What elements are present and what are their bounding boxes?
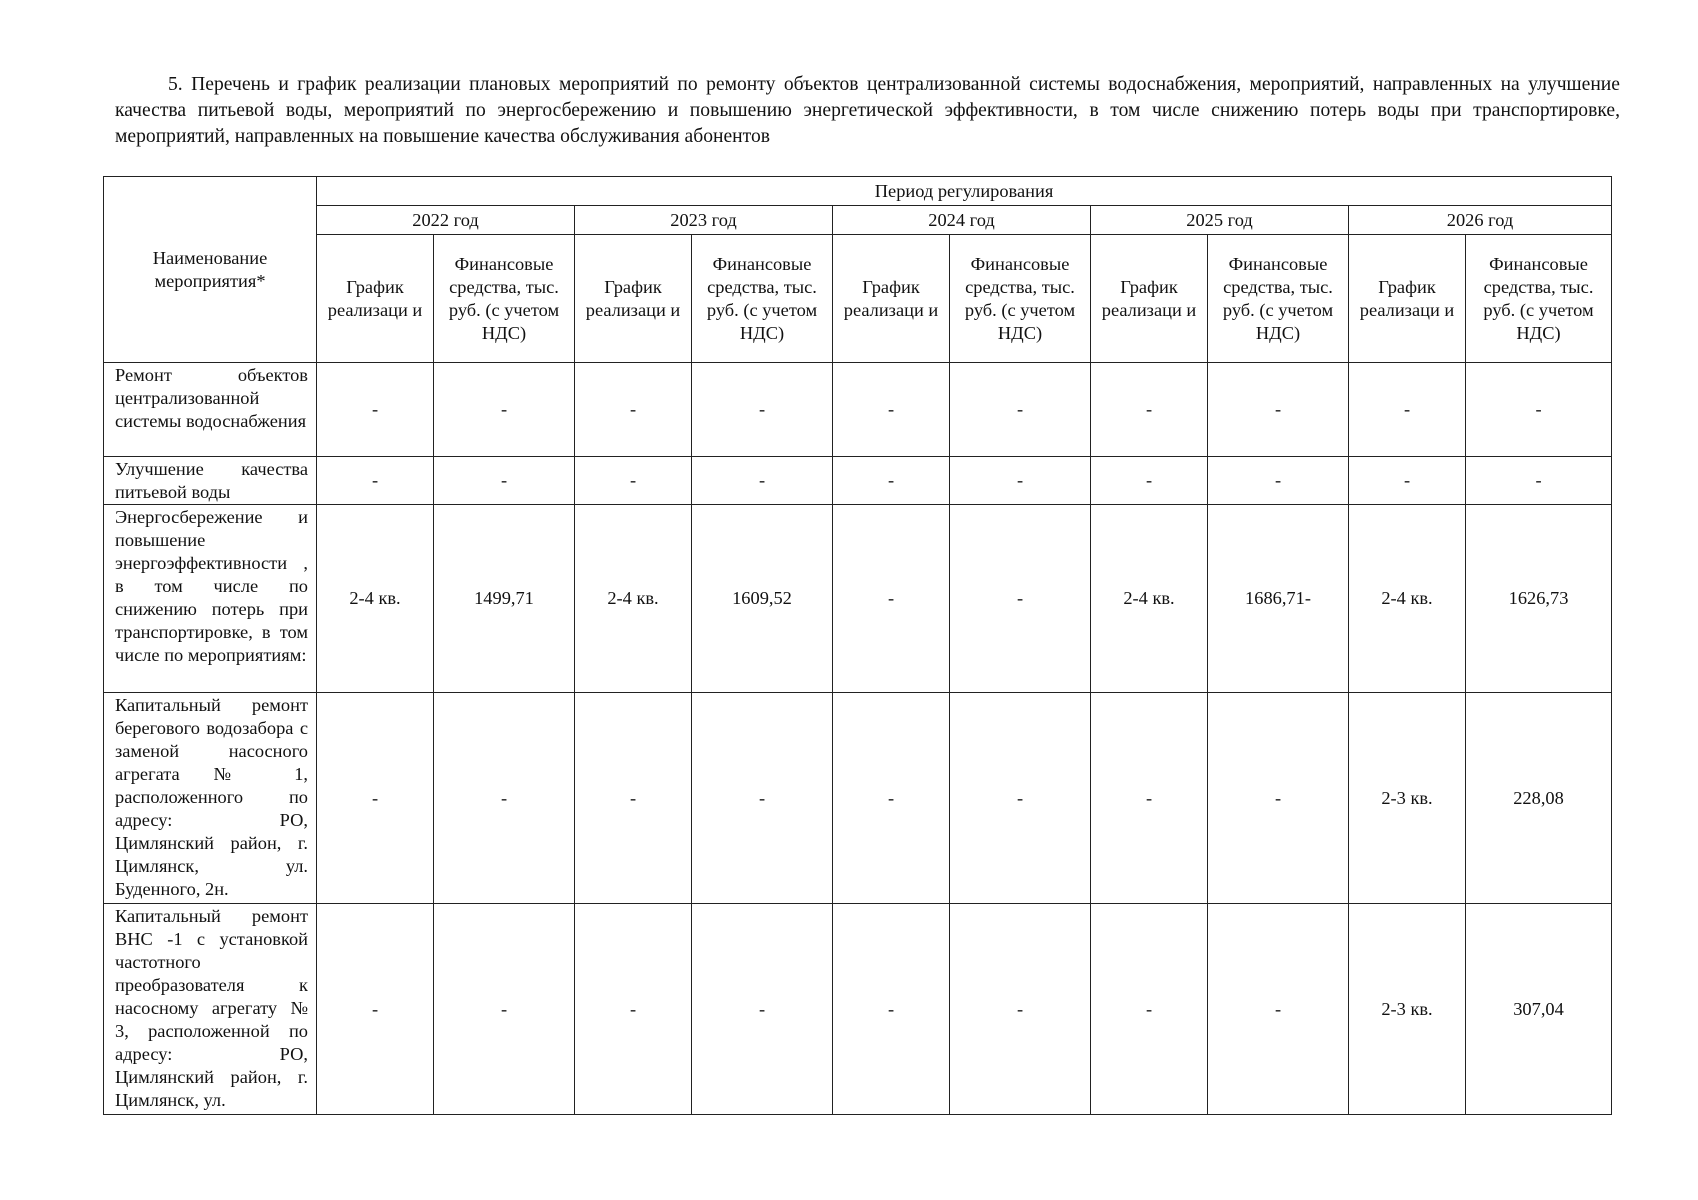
table-cell: - — [317, 457, 434, 505]
table-cell: 2-4 кв. — [317, 505, 434, 693]
activity-name: Капитальный ремонт берегового водозабора с заменой насосного агрегата № 1, расположенного по адресу: РО, Цимлянский район, г. Цимлянск, ул. Буденного, 2н. — [104, 693, 317, 904]
name-column-header: Наименование мероприятия* — [104, 177, 317, 363]
activity-name: Улучшение качества питьевой воды — [104, 457, 317, 505]
table-cell: - — [317, 904, 434, 1115]
table-cell: - — [317, 693, 434, 904]
year-header: 2024 год — [833, 206, 1091, 235]
activity-name: Капитальный ремонт ВНС -1 с установкой частотного преобразователя к насосному агрегату № 3, расположенной по адресу: РО, Цимлянский район, г. Цимлянск, ул. — [104, 904, 317, 1115]
year-header: 2023 год — [575, 206, 833, 235]
table-cell: - — [692, 457, 833, 505]
header-row-years — [104, 206, 1612, 235]
table-cell: - — [692, 363, 833, 457]
table-row — [104, 904, 1612, 1115]
table-cell: - — [1091, 693, 1208, 904]
table-cell: - — [1349, 457, 1466, 505]
header-row-period — [104, 177, 1612, 206]
schedule-header: График реализаци и — [1091, 235, 1208, 363]
table-cell: 2-3 кв. — [1349, 904, 1466, 1115]
table-cell: - — [1208, 363, 1349, 457]
heading-text: 5. Перечень и график реализации плановых мероприятий по ремонту объектов централизованной системы водоснабжения, мероприятий, направленных на улучшение качества питьевой воды, мероприятий по энергосбережению и повышению энергетической эффективности, в том числе снижению потерь воды при транспортировке, мероприятий, направленных на повышение качества обслуживания абонентов — [115, 74, 1620, 147]
table-cell: - — [434, 693, 575, 904]
table-cell: - — [1208, 457, 1349, 505]
table-cell: 2-4 кв. — [1349, 505, 1466, 693]
table-cell: - — [1091, 457, 1208, 505]
table-cell: - — [1466, 363, 1612, 457]
table-cell: - — [950, 363, 1091, 457]
table-cell: - — [692, 904, 833, 1115]
table-row — [104, 457, 1612, 505]
table-cell: - — [1208, 904, 1349, 1115]
activity-name: Ремонт объектов централизованной системы водоснабжения — [104, 363, 317, 457]
schedule-header: График реализаци и — [575, 235, 692, 363]
activity-name: Энергосбережение и повышение энергоэффективности , в том числе по снижению потерь при транспортировке, в том числе по мероприятиям: — [104, 505, 317, 693]
finance-header: Финансовые средства, тыс. руб. (с учетом НДС) — [950, 235, 1091, 363]
table-cell: - — [833, 363, 950, 457]
table-cell: - — [950, 505, 1091, 693]
table-cell: - — [950, 457, 1091, 505]
table-row — [104, 505, 1612, 693]
period-header: Период регулирования — [317, 177, 1612, 206]
table-cell: 307,04 — [1466, 904, 1612, 1115]
table-cell: - — [434, 363, 575, 457]
table-cell: - — [317, 363, 434, 457]
table-row — [104, 693, 1612, 904]
schedule-header: График реализаци и — [317, 235, 434, 363]
table-cell: - — [1091, 363, 1208, 457]
table-cell: - — [950, 904, 1091, 1115]
table-cell: - — [1466, 457, 1612, 505]
table-cell: 1499,71 — [434, 505, 575, 693]
table-cell: - — [833, 904, 950, 1115]
table-cell: 228,08 — [1466, 693, 1612, 904]
table-cell: - — [692, 693, 833, 904]
table-cell: 2-3 кв. — [1349, 693, 1466, 904]
finance-header: Финансовые средства, тыс. руб. (с учетом НДС) — [434, 235, 575, 363]
table-cell: - — [1349, 363, 1466, 457]
table-cell: 1686,71- — [1208, 505, 1349, 693]
table-cell: - — [833, 505, 950, 693]
table-cell: - — [1091, 904, 1208, 1115]
table-row — [104, 363, 1612, 457]
year-header: 2022 год — [317, 206, 575, 235]
schedule-header: График реализаци и — [1349, 235, 1466, 363]
activities-table — [103, 176, 1612, 1115]
table-cell: - — [575, 457, 692, 505]
table-cell: 1609,52 — [692, 505, 833, 693]
table-cell: 2-4 кв. — [1091, 505, 1208, 693]
table-cell: 1626,73 — [1466, 505, 1612, 693]
table-cell: - — [434, 457, 575, 505]
header-row-subcolumns — [104, 235, 1612, 363]
year-header: 2026 год — [1349, 206, 1612, 235]
table-cell: - — [1208, 693, 1349, 904]
table-cell: 2-4 кв. — [575, 505, 692, 693]
finance-header: Финансовые средства, тыс. руб. (с учетом НДС) — [1208, 235, 1349, 363]
table-cell: - — [833, 457, 950, 505]
year-header: 2025 год — [1091, 206, 1349, 235]
finance-header: Финансовые средства, тыс. руб. (с учетом НДС) — [1466, 235, 1612, 363]
table-cell: - — [434, 904, 575, 1115]
finance-header: Финансовые средства, тыс. руб. (с учетом НДС) — [692, 235, 833, 363]
section-heading — [115, 72, 1620, 150]
table-cell: - — [575, 904, 692, 1115]
table-cell: - — [950, 693, 1091, 904]
table-cell: - — [833, 693, 950, 904]
schedule-header: График реализаци и — [833, 235, 950, 363]
table-cell: - — [575, 693, 692, 904]
table-cell: - — [575, 363, 692, 457]
